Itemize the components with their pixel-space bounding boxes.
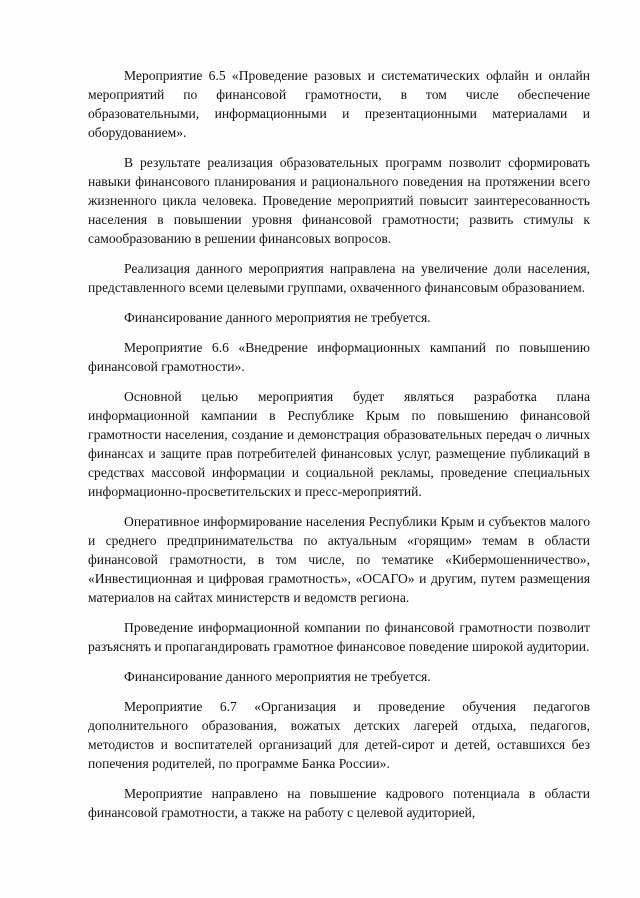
paragraph-measure-6-7-aim: Мероприятие направлено на повышение кадрового потенциала в области финансовой грамотности, а также на работу с целевой аудиторией, — [88, 786, 590, 820]
paragraph-measure-6-7-title: Мероприятие 6.7 «Организация и проведение обучения педагогов дополнительного образования, вожатых детских лагерей отдыха, педагогов, методистов и воспитателей организаций для детей-сирот и детей, оставшихся без попечения родителей, по программе Банка России». — [88, 699, 590, 771]
paragraph-measure-6-5-aim: Реализация данного мероприятия направлена на увеличение доли населения, представленного всеми целевыми группами, охваченного финансовым образованием. — [88, 261, 590, 295]
document-body — [88, 66, 590, 833]
paragraph-measure-6-6-funding: Финансирование данного мероприятия не требуется. — [124, 669, 431, 684]
paragraph-measure-6-6-campaign: Проведение информационной компании по финансовой грамотности позволит разъяснять и пропагандировать грамотное финансовое поведение широкой аудитории. — [88, 620, 590, 654]
paragraph-measure-6-5-result: В результате реализация образовательных программ позволит сформировать навыки финансового планирования и рационального поведения на протяжении всего жизненного цикла человека. Проведение мероприятий повысит заинтересованность населения в повышении уровня финансовой грамотности; развить стимулы к самообразованию в решении финансовых вопросов. — [88, 155, 590, 246]
paragraph-measure-6-6-goal: Основной целью мероприятия будет являться разработка плана информационной кампании в Республике Крым по повышению финансовой грамотности населения, создание и демонстрация образовательных передач о личных финансах и защите прав потребителей финансовых услуг, размещение публикаций в средствах массовой информации и социальной рекламы, проведение специальных информационно-просветительских и пресс-мероприятий. — [88, 389, 590, 499]
paragraph-measure-6-5-funding: Финансирование данного мероприятия не требуется. — [124, 310, 431, 325]
paragraph-measure-6-5-title: Мероприятие 6.5 «Проведение разовых и систематических офлайн и онлайн мероприятий по финансовой грамотности, в том числе обеспечение образовательными, информационными и презентационными материалами и оборудованием». — [88, 68, 590, 140]
paragraph-measure-6-6-informing: Оперативное информирование населения Республики Крым и субъектов малого и среднего предпринимательства по актуальным «горящим» темам в области финансовой грамотности, в том числе, по тематике «Кибермошенничество», «Инвестиционная и цифровая грамотность», «ОСАГО» и другим, путем размещения материалов на сайтах министерств и ведомств региона. — [88, 514, 590, 605]
paragraph-measure-6-6-title: Мероприятие 6.6 «Внедрение информационных кампаний по повышению финансовой грамотности». — [88, 340, 590, 374]
